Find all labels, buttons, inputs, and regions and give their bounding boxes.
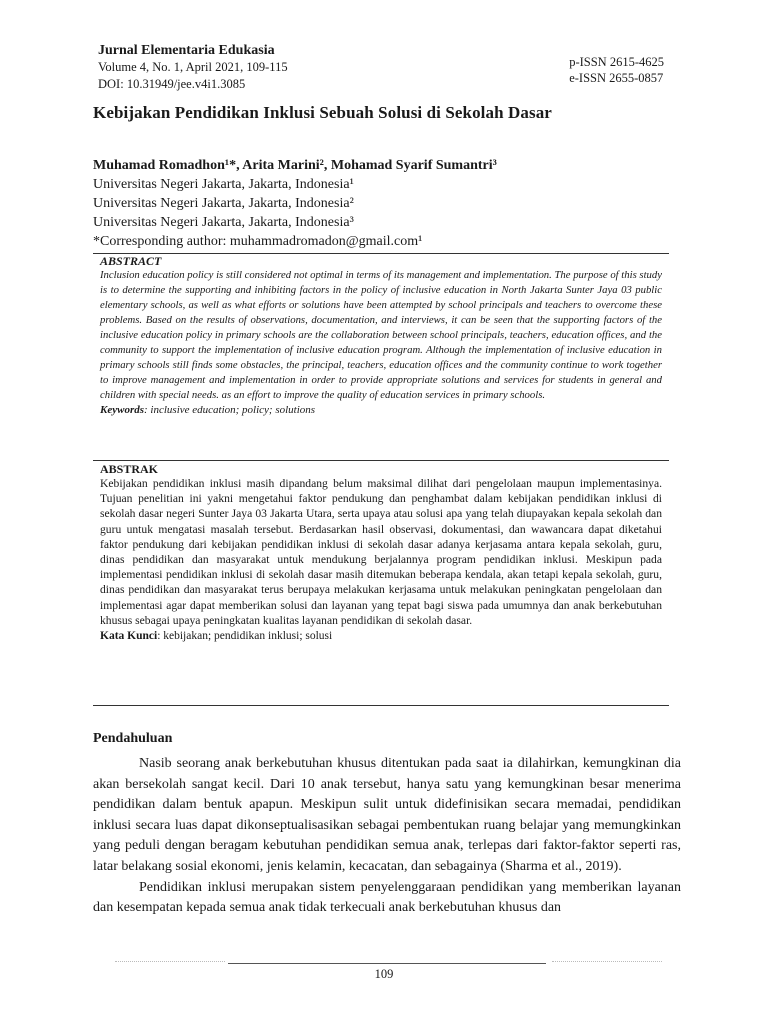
author-list: Muhamad Romadhon¹*, Arita Marini², Mohamad Syarif Sumantri³ bbox=[93, 158, 497, 173]
footer-dots-right bbox=[552, 961, 662, 962]
abstract-keywords bbox=[100, 403, 662, 418]
abstrak-heading: ABSTRAK bbox=[100, 462, 159, 476]
affiliation-2: Universitas Negeri Jakarta, Jakarta, Indonesia² bbox=[93, 196, 354, 211]
body-paragraph-1: Nasib seorang anak berkebutuhan khusus ditentukan pada saat ia dilahirkan, kemungkinan dia akan bersekolah sangat kecil. Dari 10 anak tersebut, hanya satu yang kemungkinan besar menerima pendidikan dalam bentuk apapun. Meskipun sulit untuk didefinisikan secara memadai, pendidikan inklusi secara luas dapat dikonseptualisasikan sebagai pembentukan ruang belajar yang memungkinkan yang peduli dengan beragam kebutuhan pendidikan semua anak, terlepas dari faktor-faktor seperti ras, latar belakang sosial ekonomi, jenis kelamin, kecacatan, dan sebagainya (Sharma et al., 2019). bbox=[93, 756, 681, 874]
journal-header bbox=[98, 42, 518, 93]
abstract-section bbox=[100, 254, 662, 418]
abstrak-bottom-rule bbox=[93, 705, 669, 706]
kata-kunci-label: Kata Kunci bbox=[100, 630, 158, 643]
p-issn: p-ISSN 2615-4625 bbox=[569, 55, 664, 69]
issn-block bbox=[569, 54, 664, 86]
abstrak-top-rule bbox=[93, 460, 669, 461]
journal-name: Jurnal Elementaria Edukasia bbox=[98, 43, 275, 58]
footer-rule bbox=[228, 963, 546, 964]
abstrak-keywords bbox=[100, 628, 662, 644]
section-heading: Pendahuluan bbox=[93, 731, 173, 746]
journal-volume: Volume 4, No. 1, April 2021, 109-115 bbox=[98, 60, 288, 74]
abstract-heading: ABSTRACT bbox=[100, 254, 162, 268]
keywords-label: Keywords bbox=[100, 404, 144, 416]
footer-dots-left bbox=[115, 961, 225, 962]
kata-kunci-values: : kebijakan; pendidikan inklusi; solusi bbox=[157, 630, 333, 643]
article-title: Kebijakan Pendidikan Inklusi Sebuah Solusi di Sekolah Dasar bbox=[93, 103, 552, 122]
keywords-values: : inclusive education; policy; solutions bbox=[144, 404, 316, 416]
affiliation-1: Universitas Negeri Jakarta, Jakarta, Indonesia¹ bbox=[93, 177, 354, 192]
abstrak-text: Kebijakan pendidikan inklusi masih dipandang belum maksimal dilihat dari pengelolaan maupun implementasinya. Tujuan penelitian ini yakni mengetahui faktor pendukung dan penghambat dalam kebijakan pendidikan inklusi di sekolah dasar negeri Sunter Jaya 03 Jakarta Utara, serta upaya atau solusi apa yang telah diupayakan kepala sekolah dan guru untuk mengatasi masalah tersebut. Berdasarkan hasil observasi, dokumentasi, dan wawancara dapat diketahui faktor pendukung dari kebijakan pendidikan inklusi di sekolah dasar adanya kerjasama antara kepala sekolah, guru, dinas pendidikan dan masyarakat untuk mendukung berjalannya program pendidikan inklusi. Meskipun pada implementasi pendidikan inklusi di sekolah dasar masih ditemukan beberapa kendala, akan tetapi kepala sekolah, guru, dinas pendidikan dan masyarakat terus berupaya melakukan kerjasama untuk melakukan peningkatan pengelolaan dan implementasi agar dapat memberikan solusi dan layanan yang tepat bagi siswa pada umumnya dan anak berkebutuhan khusus sebagai upaya peningkatan kualitas layanan pendidikan di sekolah dasar. bbox=[100, 477, 662, 627]
page-number: 109 bbox=[374, 967, 394, 981]
corresponding-author[interactable]: *Corresponding author: muhammadromadon@gmail.com¹ bbox=[93, 234, 423, 249]
e-issn: e-ISSN 2655-0857 bbox=[569, 71, 664, 85]
affiliation-3: Universitas Negeri Jakarta, Jakarta, Indonesia³ bbox=[93, 215, 354, 230]
abstract-text: Inclusion education policy is still considered not optimal in terms of its management and implementation. The purpose of this study is to determine the supporting and inhibiting factors in the policy of inclusive education in North Jakarta Sunter Jaya 03 public elementary schools, as well as what efforts or solutions have been attempted by school principals and teachers to overcome these problems. Based on the results of observations, documentation, and interviews, it can be seen that the supporting factors of the inclusive education policy in primary schools are the collaboration between school principals, teachers, education offices, and the community to support the implementation of inclusive education program. Although the implementation of inclusive education in primary schools still finds some obstacles, the principal, teachers, education offices and the community continue to work together to improve management and implementation in order to provide appropriate solutions and services for students in general and children with special needs. as an effort to improve the quality of education services in primary schools. bbox=[100, 269, 662, 401]
journal-doi[interactable]: DOI: 10.31949/jee.v4i1.3085 bbox=[98, 77, 246, 91]
author-block bbox=[93, 156, 693, 251]
body-text bbox=[93, 754, 681, 919]
abstrak-section bbox=[100, 462, 662, 644]
body-paragraph-2: Pendidikan inklusi merupakan sistem penyelenggaraan pendidikan yang memberikan layanan dan kesempatan kepada semua anak tidak terkecuali anak berkebutuhan khusus dan bbox=[93, 879, 681, 916]
